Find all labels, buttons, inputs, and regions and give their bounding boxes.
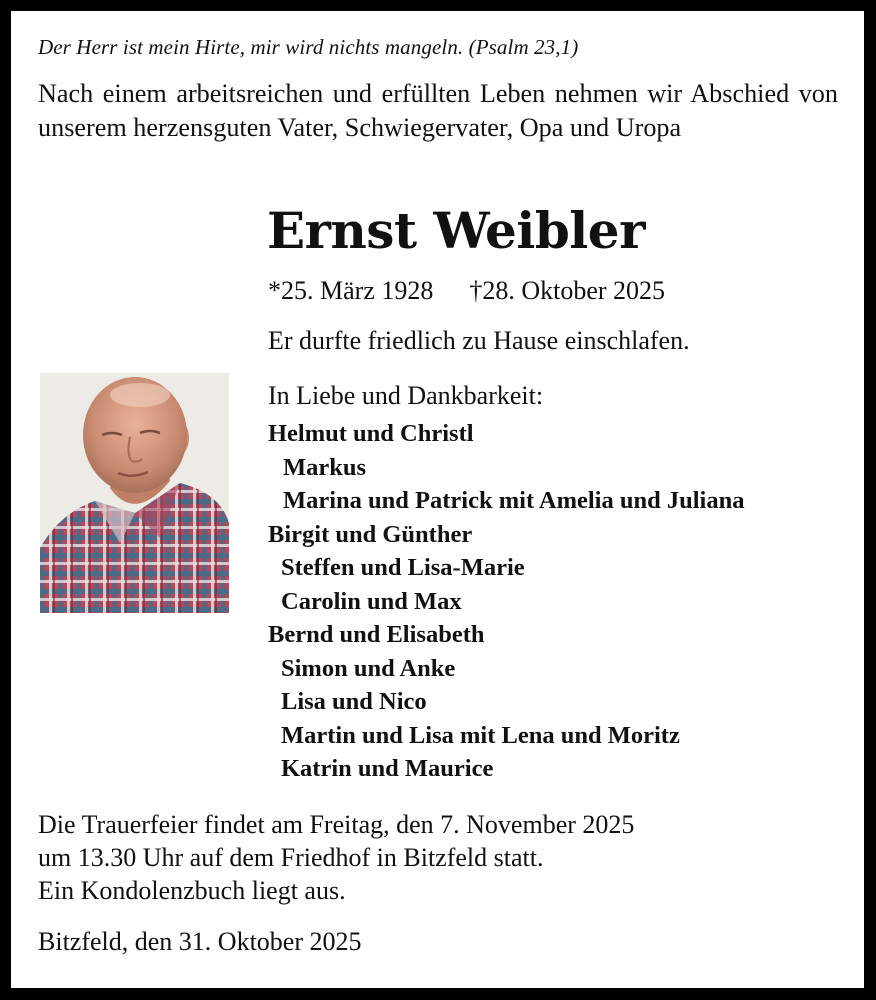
intro-paragraph: Nach einem arbeitsreichen und erfüllten Leben nehmen wir Abschied von unserem herzensguten Vater, Schwiegervater, Opa und Uropa — [38, 79, 838, 142]
deceased-name: Ernst Weibler — [267, 201, 645, 260]
portrait-image — [40, 373, 229, 613]
funeral-service-info — [38, 808, 634, 907]
place-and-date: Bitzfeld, den 31. Oktober 2025 — [38, 927, 362, 956]
obituary-card — [11, 11, 864, 988]
life-dates — [268, 276, 665, 306]
psalm-quote: Der Herr ist mein Hirte, mir wird nichts mangeln. (Psalm 23,1) — [38, 35, 579, 59]
thanks-line: In Liebe und Dankbarkeit: — [268, 381, 544, 410]
family-member-line: Carolin und Max — [281, 587, 462, 615]
family-member-line: Birgit und Günther — [268, 520, 473, 548]
family-member-line: Bernd und Elisabeth — [268, 621, 485, 648]
family-member-line: Steffen und Lisa-Marie — [281, 554, 525, 581]
family-member-line: Markus — [283, 453, 367, 481]
family-member-line: Helmut und Christl — [268, 420, 474, 447]
service-line: Die Trauerfeier findet am Freitag, den 7. November 2025 — [38, 810, 635, 839]
portrait-photo — [40, 373, 229, 613]
service-line: um 13.30 Uhr auf dem Friedhof in Bitzfeld statt. — [38, 843, 544, 872]
family-member-line: Simon und Anke — [281, 654, 456, 682]
birth-date: *25. März 1928 — [268, 276, 434, 305]
family-member-line: Marina und Patrick mit Amelia und Juliana — [283, 487, 745, 514]
family-member-line: Martin und Lisa mit Lena und Moritz — [281, 721, 680, 749]
family-list — [268, 417, 744, 786]
service-line: Ein Kondolenzbuch liegt aus. — [38, 876, 346, 905]
family-member-line: Lisa und Nico — [281, 688, 427, 715]
death-date: †28. Oktober 2025 — [469, 276, 666, 305]
peace-line: Er durfte friedlich zu Hause einschlafen. — [268, 326, 690, 355]
family-member-line: Katrin und Maurice — [281, 755, 494, 782]
